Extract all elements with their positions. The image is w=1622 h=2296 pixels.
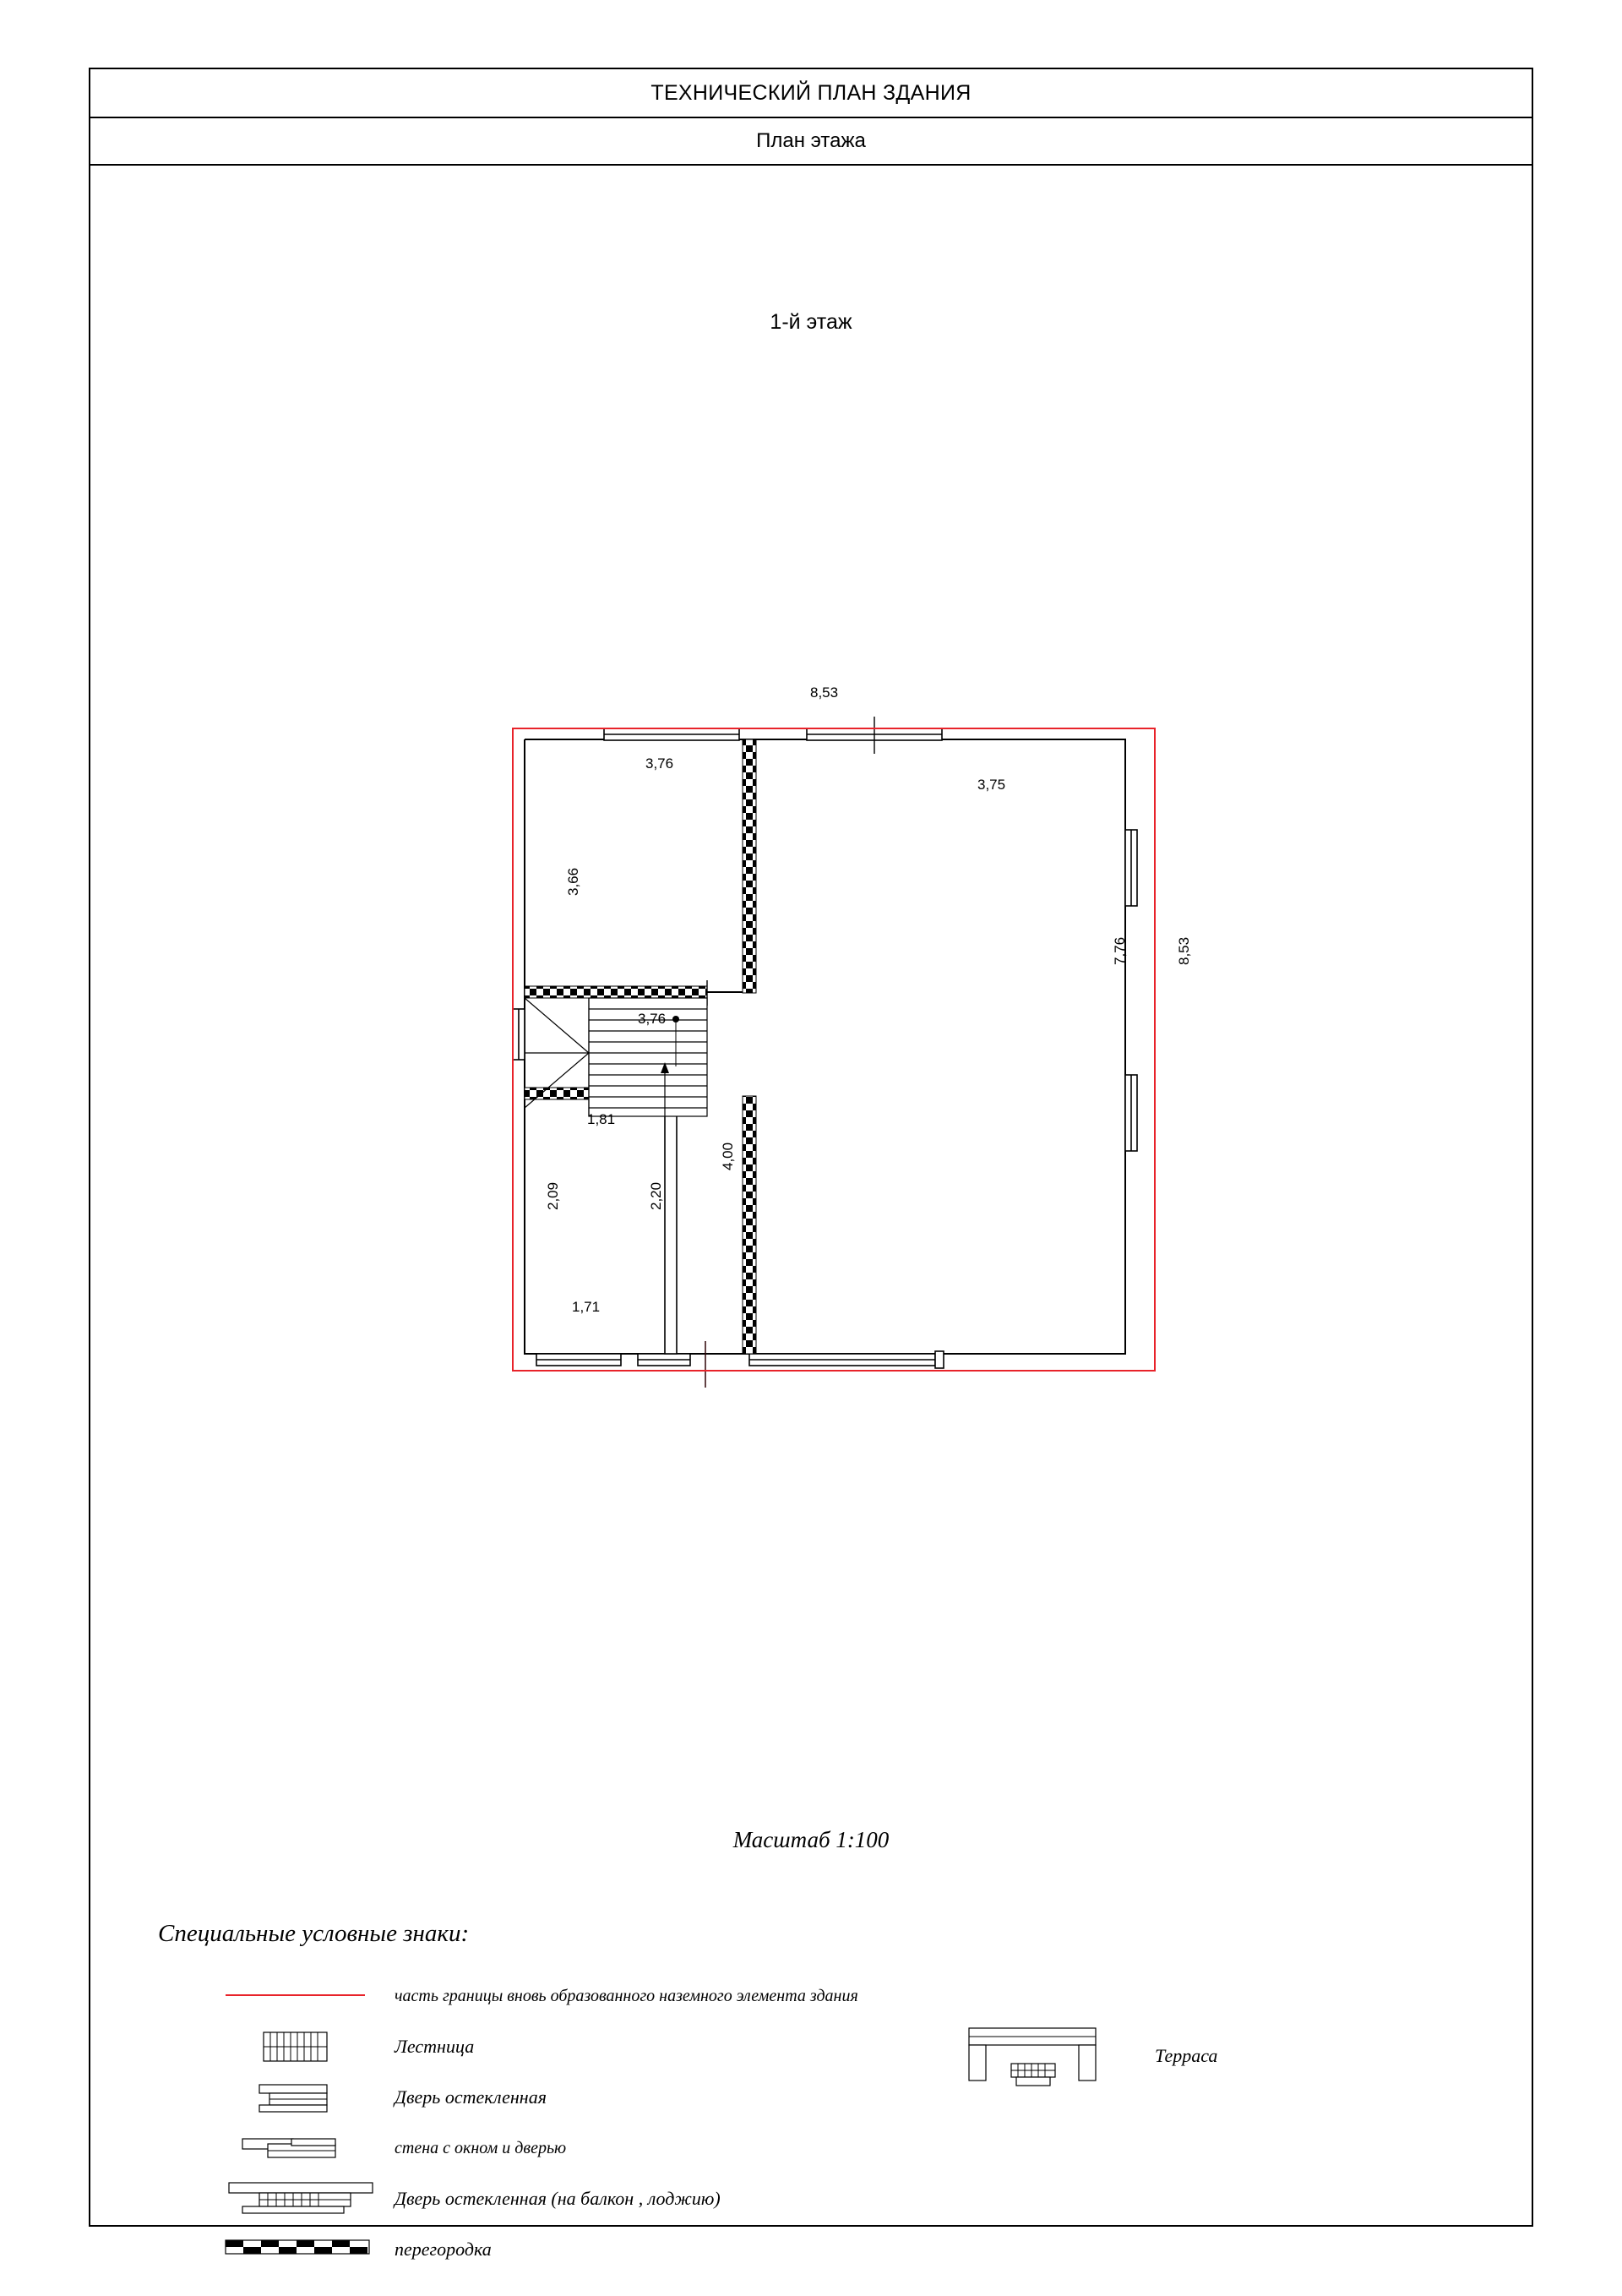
page-subtitle: План этажа [756, 129, 866, 152]
dim-right-inner: 7,76 [1112, 936, 1128, 965]
legend-item-label: Лестница [395, 2036, 475, 2057]
legend-item-label: стена с окном и дверью [395, 2139, 567, 2157]
legend-item-label: часть границы вновь образованного наземного элемента здания [395, 1987, 858, 2005]
technical-plan-page [89, 68, 1533, 2260]
document-subtitle-bar [90, 118, 1532, 166]
floor-plan-drawing [496, 684, 1222, 1438]
legend-item [158, 2178, 1459, 2228]
page-title: ТЕХНИЧЕСКИЙ ПЛАН ЗДАНИЯ [650, 80, 972, 105]
document-title-bar [90, 69, 1532, 118]
glazed-balcony-door-icon [217, 2178, 378, 2227]
dim-lower-inner: 2,20 [648, 1181, 664, 1210]
legend-item [158, 1975, 1459, 2026]
dim-top-overall: 8,53 [810, 684, 839, 701]
legend [158, 1975, 1459, 2279]
legend-item-label: Дверь остекленная [395, 2086, 547, 2108]
dim-lower-left: 2,09 [545, 1181, 561, 1210]
dim-lower-bottom: 1,71 [572, 1299, 601, 1315]
stairs-icon [217, 2026, 378, 2075]
dim-stair-width: 3,76 [638, 1011, 667, 1027]
legend-item-label: перегородка [395, 2239, 492, 2260]
legend-item [158, 2127, 1459, 2178]
wall-window-door-icon [217, 2127, 378, 2176]
red-line-icon [217, 1975, 378, 2024]
partition-icon [217, 2228, 378, 2277]
dim-room1-top: 3,76 [645, 755, 674, 772]
dim-stair-bottom: 1,81 [587, 1111, 616, 1127]
floor-label: 1-й этаж [770, 310, 852, 334]
legend-item-terrace [961, 2021, 1315, 2106]
scale-label: Масштаб 1:100 [732, 1827, 890, 1852]
legend-item [158, 2228, 1459, 2279]
terrace-icon [961, 2021, 1113, 2102]
dim-partition-vert: 4,00 [720, 1142, 736, 1170]
legend-item-label: Терраса [1155, 2045, 1218, 2066]
legend-title: Специальные условные знаки: [158, 1920, 470, 1947]
glazed-door-icon [217, 2076, 378, 2125]
dim-right-overall: 8,53 [1176, 936, 1192, 965]
legend-item-label: Дверь остекленная (на балкон , лоджию) [395, 2188, 721, 2209]
dim-room2-top: 3,75 [977, 777, 1006, 793]
dim-room1-left: 3,66 [565, 867, 581, 896]
